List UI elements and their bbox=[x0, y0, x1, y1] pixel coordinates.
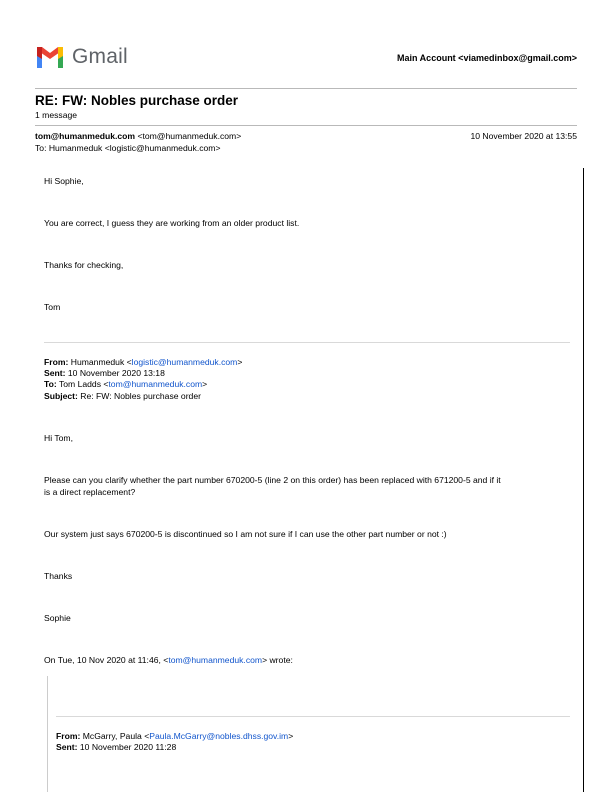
nested-sent-line bbox=[56, 742, 176, 752]
quote-subject-value: Re: FW: Nobles purchase order bbox=[80, 391, 201, 401]
quote-sent-line bbox=[44, 368, 165, 378]
quote-sent-value: 10 November 2020 13:18 bbox=[67, 368, 165, 378]
attribution-prefix: On Tue, 10 Nov 2020 at 11:46, < bbox=[44, 655, 169, 665]
page-right-rule bbox=[583, 168, 584, 792]
body-signoff: Tom bbox=[44, 302, 61, 312]
body-paragraph: Thanks for checking, bbox=[44, 260, 124, 270]
quote-divider bbox=[44, 342, 570, 343]
nested-quote-divider bbox=[56, 716, 570, 717]
quote-to-end: > bbox=[202, 379, 208, 389]
nested-from-end: > bbox=[288, 731, 294, 741]
nested-from-line bbox=[56, 731, 293, 741]
attribution-email-link[interactable]: tom@humanmeduk.com bbox=[168, 655, 263, 665]
subject-divider bbox=[35, 125, 577, 126]
nested-from-email-link[interactable]: Paula.McGarry@nobles.dhss.gov.im bbox=[149, 731, 289, 741]
nested-from-name: McGarry, Paula < bbox=[82, 731, 150, 741]
quote-subject-line bbox=[44, 391, 201, 401]
quote-paragraph-line: Please can you clarify whether the part number 670200-5 (line 2 on this order) has been replaced with 671200-5 and if it bbox=[44, 475, 501, 485]
quote-from-name: Humanmeduk < bbox=[70, 357, 132, 367]
sender-name: tom@humanmeduk.com bbox=[35, 131, 136, 141]
quote-thanks: Thanks bbox=[44, 571, 73, 581]
body-greeting: Hi Sophie, bbox=[44, 176, 84, 186]
nested-sent-label: Sent: bbox=[56, 742, 78, 752]
quote-subject-label: Subject: bbox=[44, 391, 78, 401]
quote-from-end: > bbox=[237, 357, 243, 367]
quote-paragraph: Our system just says 670200-5 is discontinued so I am not sure if I can use the other part number or not :) bbox=[44, 529, 447, 539]
quote-sent-label: Sent: bbox=[44, 368, 66, 378]
quote-greeting: Hi Tom, bbox=[44, 433, 73, 443]
quote-signoff: Sophie bbox=[44, 613, 71, 623]
message-date: 10 November 2020 at 13:55 bbox=[470, 131, 577, 141]
quote-attribution bbox=[44, 655, 293, 665]
quote-to-name: Tom Ladds < bbox=[58, 379, 109, 389]
gmail-logo-text: Gmail bbox=[72, 45, 128, 68]
quote-to-label: To: bbox=[44, 379, 57, 389]
attribution-suffix: > wrote: bbox=[262, 655, 293, 665]
message-count: 1 message bbox=[35, 110, 78, 120]
quote-to-email-link[interactable]: tom@humanmeduk.com bbox=[108, 379, 203, 389]
nested-from-label: From: bbox=[56, 731, 81, 741]
body-paragraph: You are correct, I guess they are working from an older product list. bbox=[44, 218, 300, 228]
quote-from-line bbox=[44, 357, 242, 367]
header-divider bbox=[35, 88, 577, 89]
sender-line bbox=[35, 131, 241, 141]
quote-from-email-link[interactable]: logistic@humanmeduk.com bbox=[131, 357, 238, 367]
recipient-line: To: Humanmeduk <logistic@humanmeduk.com> bbox=[35, 143, 221, 153]
account-label: Main Account <viamedinbox@gmail.com> bbox=[397, 53, 577, 63]
quote-to-line bbox=[44, 379, 207, 389]
nested-sent-value: 10 November 2020 11:28 bbox=[79, 742, 177, 752]
sender-email: <tom@humanmeduk.com> bbox=[137, 131, 242, 141]
quote-from-label: From: bbox=[44, 357, 69, 367]
quote-paragraph-line: is a direct replacement? bbox=[44, 487, 136, 497]
thread-subject: RE: FW: Nobles purchase order bbox=[35, 93, 239, 108]
quote-bar bbox=[47, 676, 48, 792]
